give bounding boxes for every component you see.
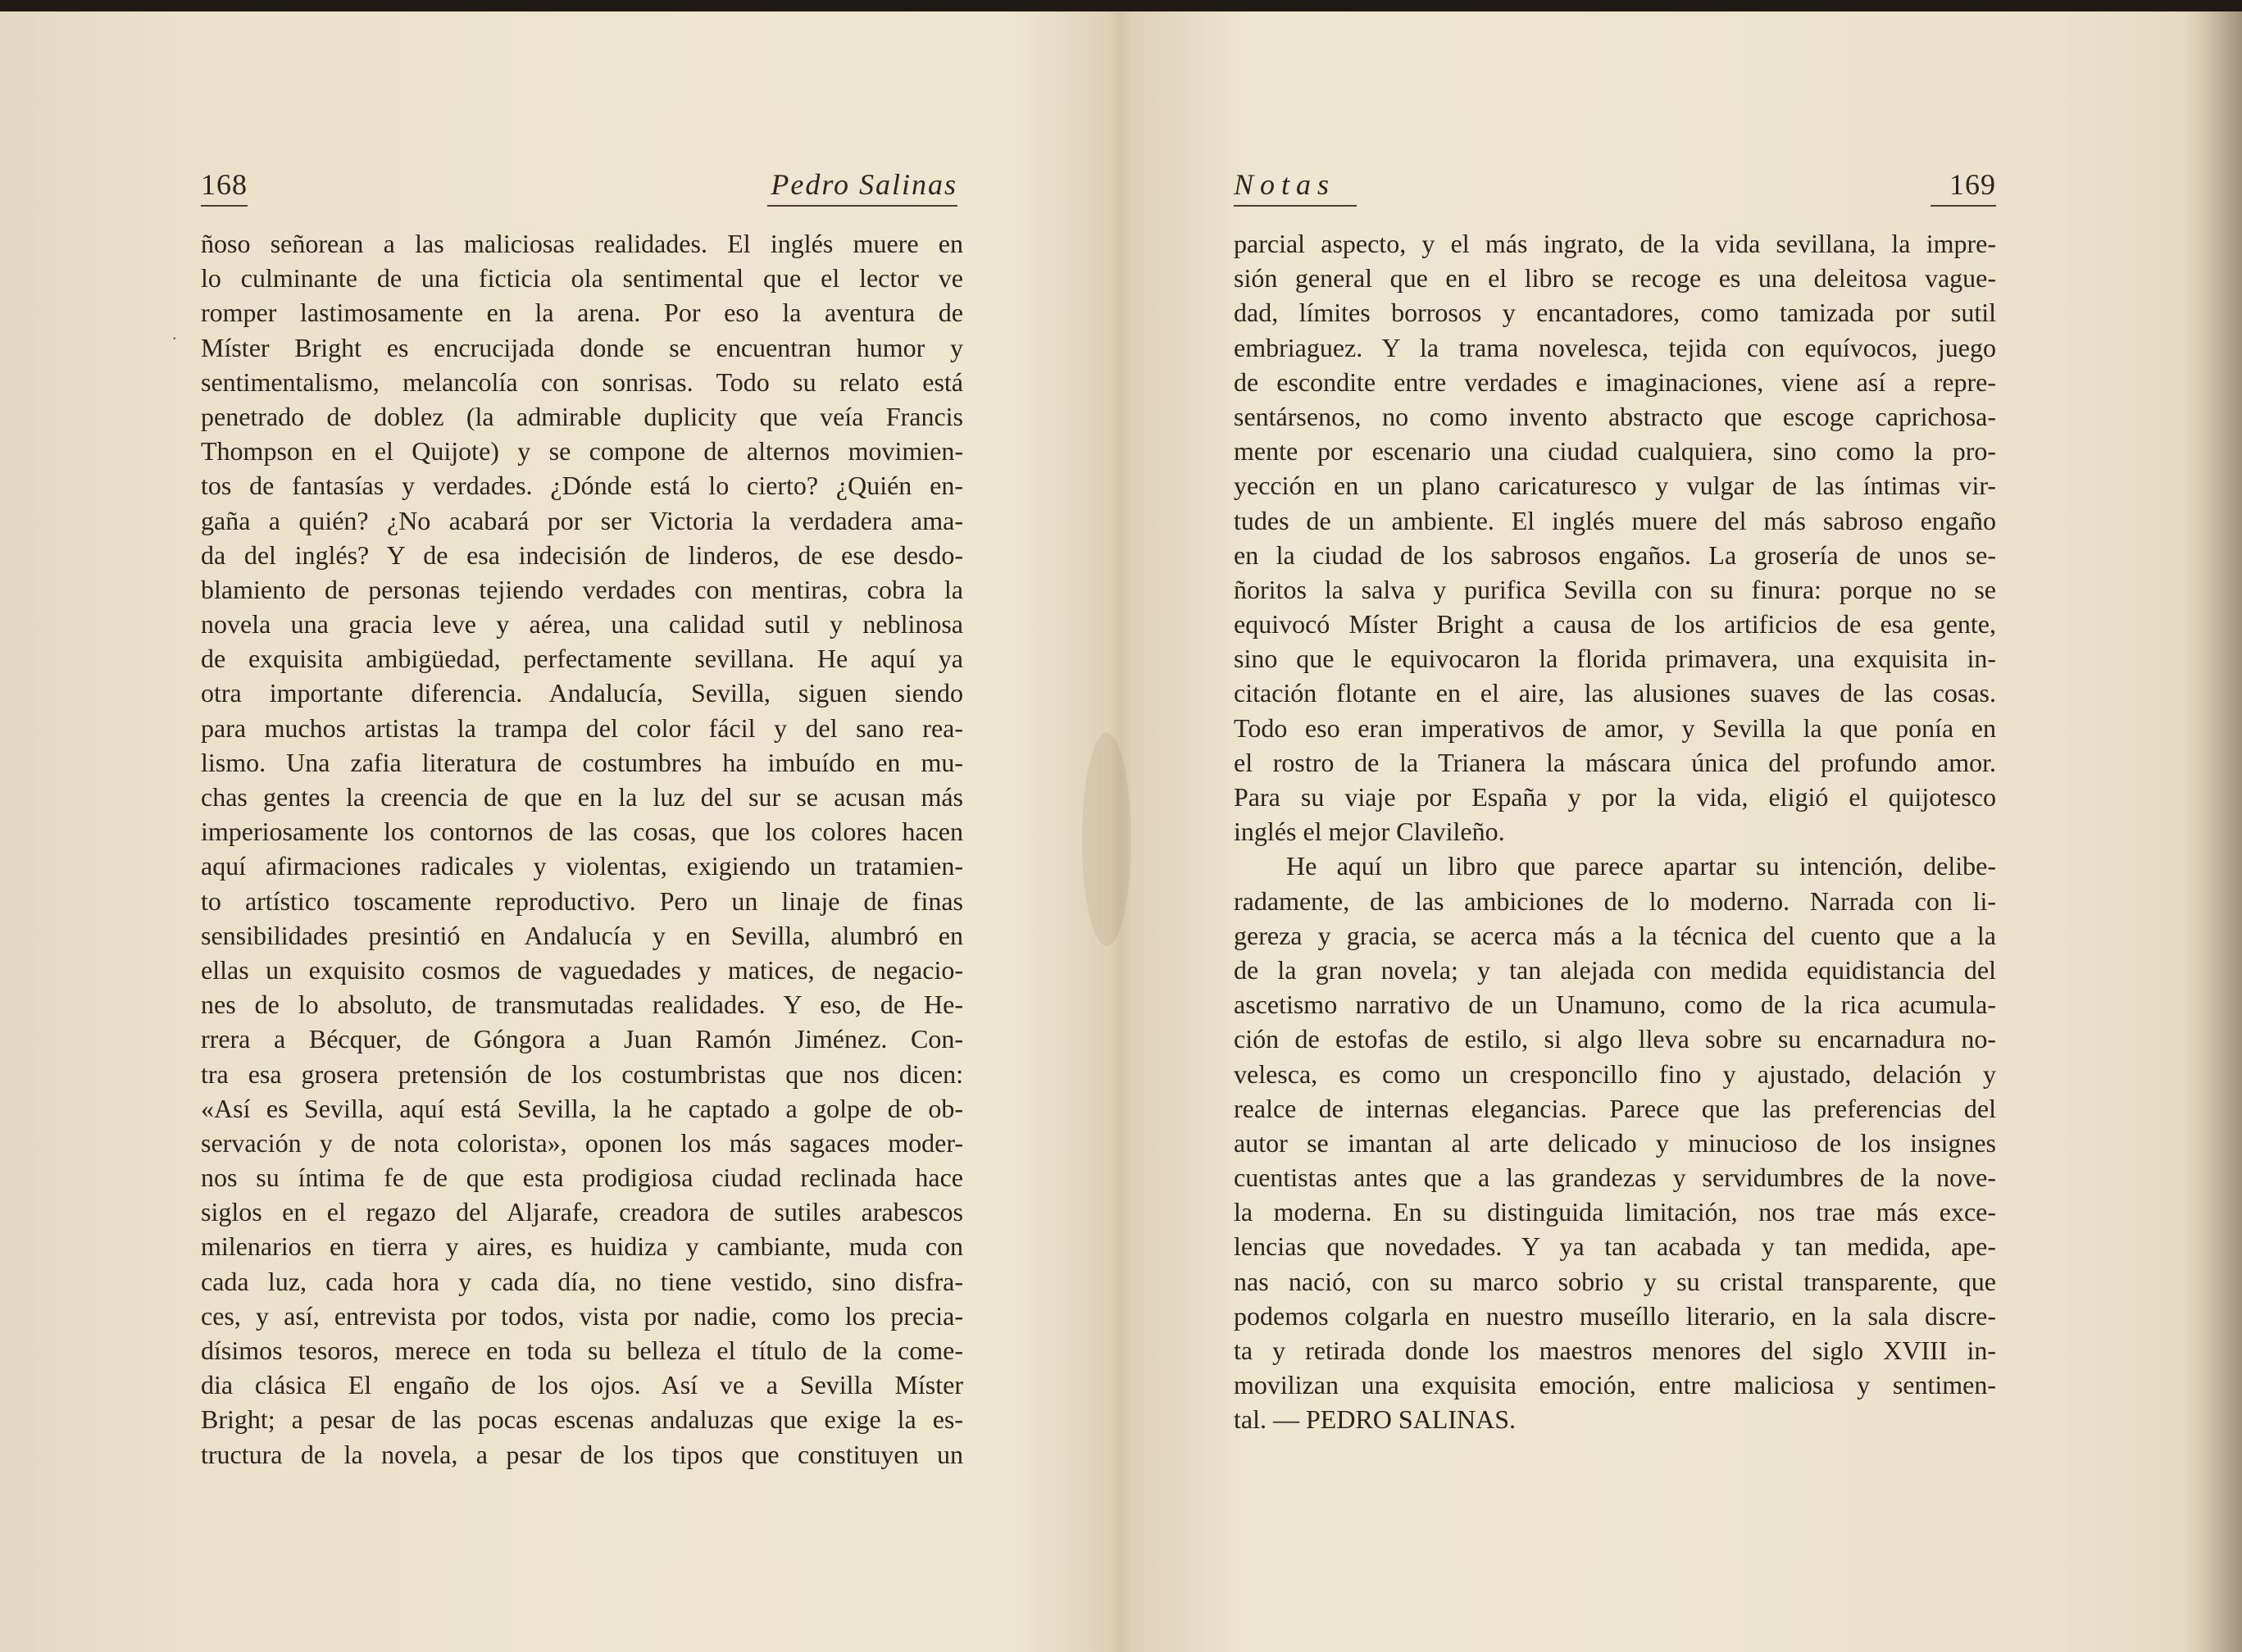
text-line: sensibilidades presintió en Andalucía y en Sevilla, alumbró en: [201, 920, 963, 950]
text-line: imperiosamente los contornos de las cosas, que los colores hacen: [201, 817, 963, 847]
text-line: siglos en el regazo del Aljarafe, creadora de sutiles arabescos: [201, 1197, 963, 1227]
text-line: ces, y así, entrevista por todos, vista por nadie, como los precia-: [201, 1300, 963, 1331]
text-line: otra importante diferencia. Andalucía, Sevilla, siguen siendo: [201, 678, 963, 708]
text-line: ción de estofas de estilo, si algo lleva sobre su encarnadura no-: [1234, 1024, 1996, 1054]
text-line: lencias que novedades. Y ya tan acabada y tan medida, ape-: [1234, 1231, 1996, 1262]
text-line: gaña a quién? ¿No acabará por ser Victoria la verdadera ama-: [201, 505, 963, 535]
text-line: autor se imantan al arte delicado y minucioso de los insignes: [1234, 1127, 1996, 1158]
text-line: sentimentalismo, melancolía con sonrisas. Todo su relato está: [201, 366, 963, 397]
text-line: cada luz, cada hora y cada día, no tiene vestido, sino disfra-: [201, 1266, 963, 1296]
text-line: equivocó Míster Bright a causa de los artificios de esa gente,: [1234, 609, 1996, 639]
text-line: Míster Bright es encrucijada donde se encuentran humor y: [201, 332, 963, 362]
text-line: yección en un plano caricaturesco y vulgar de las íntimas vir-: [1234, 471, 1996, 501]
text-line: Para su viaje por España y por la vida, eligió el quijotesco: [1234, 782, 1996, 812]
text-line: mente por escenario una ciudad cualquiera, sino como la pro-: [1234, 436, 1996, 466]
text-line: de la gran novela; y tan alejada con medida equidistancia del: [1234, 954, 1996, 985]
text-line: tra esa grosera pretensión de los costumbristas que nos dicen:: [201, 1058, 963, 1089]
text-line: movilizan una exquisita emoción, entre maliciosa y sentimen-: [1234, 1370, 1996, 1400]
text-line: Todo eso eran imperativos de amor, y Sevilla la que ponía en: [1234, 712, 1996, 743]
left-page-body: [201, 226, 963, 1472]
text-line: realce de internas elegancias. Parece que las preferencias del: [1234, 1093, 1996, 1123]
page-number: 168: [201, 167, 248, 207]
text-line: tudes de un ambiente. El inglés muere del más sabroso engaño: [1234, 505, 1996, 535]
text-line: ñoritos la salva y purifica Sevilla con su finura: porque no se: [1234, 574, 1996, 604]
text-line: Bright; a pesar de las pocas escenas andaluzas que exige la es-: [201, 1404, 963, 1435]
text-line: citación flotante en el aire, las alusiones suaves de las cosas.: [1234, 678, 1996, 708]
text-line: dad, límites borrosos y encantadores, como tamizada por sutil: [1234, 298, 1996, 328]
running-head: Notas: [1234, 167, 1357, 207]
text-line: servación y de nota colorista», oponen los más sagaces moder-: [201, 1127, 963, 1158]
text-line: gereza y gracia, se acerca más a la técnica del cuento que a la: [1234, 920, 1996, 950]
text-line: en la ciudad de los sabrosos engaños. La grosería de unos se-: [1234, 539, 1996, 570]
text-line: tructura de la novela, a pesar de los tipos que constituyen un: [201, 1439, 963, 1469]
text-line: nes de lo absoluto, de transmutadas realidades. Y eso, de He-: [201, 990, 963, 1020]
text-line: parcial aspecto, y el más ingrato, de la vida sevillana, la impre-: [1234, 229, 1996, 258]
text-line: sino que le equivocaron la florida primavera, una exquisita in-: [1234, 644, 1996, 674]
text-line: el rostro de la Trianera la máscara única del profundo amor.: [1234, 747, 1996, 777]
text-line: radamente, de las ambiciones de lo moderno. Narrada con li-: [1234, 885, 1996, 916]
text-line: dia clásica El engaño de los ojos. Así ve a Sevilla Míster: [201, 1370, 963, 1400]
text-line: cuentistas antes que a las grandezas y servidumbres de la nove-: [1234, 1163, 1996, 1193]
text-line: Thompson en el Quijote) y se compone de alternos movimien-: [201, 436, 963, 466]
page-edge-shadow: [2185, 11, 2242, 1652]
right-page: [1111, 11, 2185, 1652]
text-line: la moderna. En su distinguida limitación, nos trae más exce-: [1234, 1197, 1996, 1227]
book-spread: [0, 11, 2242, 1652]
text-line: para muchos artistas la trampa del color fácil y del sano rea-: [201, 712, 963, 743]
text-line: lo culminante de una ficticia ola sentimental que el lector ve: [201, 263, 963, 294]
text-line: chas gentes la creencia de que en la luz del sur se acusan más: [201, 782, 963, 812]
text-line: da del inglés? Y de esa indecisión de linderos, de ese desdo-: [201, 539, 963, 570]
text-line: ñoso señorean a las maliciosas realidades. El inglés muere en: [201, 229, 963, 258]
text-line: inglés el mejor Clavileño.: [1234, 817, 1505, 847]
text-line: tos de fantasías y verdades. ¿Dónde está lo cierto? ¿Quién en-: [201, 471, 963, 501]
text-line: sentársenos, no como invento abstracto que escoge caprichosa-: [1234, 401, 1996, 431]
text-line: ta y retirada donde los maestros menores del siglo XVIII in-: [1234, 1336, 1996, 1365]
margin-mark: .: [172, 323, 177, 344]
text-line: penetrado de doblez (la admirable duplicity que veía Francis: [201, 401, 963, 431]
text-line: sión general que en el libro se recoge es una deleitosa vague-: [1234, 263, 1996, 294]
text-line: romper lastimosamente en la arena. Por eso la aventura de: [201, 298, 963, 328]
running-head: Pedro Salinas: [767, 167, 957, 207]
text-line: dísimos tesoros, merece en toda su belleza el título de la come-: [201, 1336, 963, 1365]
text-line: velesca, es como un cresponcillo fino y ajustado, delación y: [1234, 1058, 1996, 1089]
left-page: [0, 11, 1111, 1652]
text-line: ascetismo narrativo de un Unamuno, como de la rica acumula-: [1234, 990, 1996, 1020]
text-line: aquí afirmaciones radicales y violentas, exigiendo un tratamien-: [201, 851, 963, 881]
text-line: de escondite entre verdades e imaginaciones, viene así a repre-: [1234, 366, 1996, 397]
text-line: novela una gracia leve y aérea, una calidad sutil y neblinosa: [201, 609, 963, 639]
text-line: embriaguez. Y la trama novelesca, tejida con equívocos, juego: [1234, 332, 1996, 362]
right-page-body: [1234, 226, 1996, 1437]
text-line: podemos colgarla en nuestro museíllo literario, en la sala discre-: [1234, 1300, 1996, 1331]
text-line: nos su íntima fe de que esta prodigiosa ciudad reclinada hace: [201, 1163, 963, 1193]
text-line: lismo. Una zafia literatura de costumbres ha imbuído en mu-: [201, 747, 963, 777]
text-line: He aquí un libro que parece apartar su intención, delibe-: [1286, 851, 1996, 881]
text-line: milenarios en tierra y aires, es huidiza y cambiante, muda con: [201, 1231, 963, 1262]
text-line: to artístico toscamente reproductivo. Pero un linaje de finas: [201, 885, 963, 916]
text-line: blamiento de personas tejiendo verdades con mentiras, cobra la: [201, 574, 963, 604]
text-line: rrera a Bécquer, de Góngora a Juan Ramón Jiménez. Con-: [201, 1024, 963, 1054]
text-line: «Así es Sevilla, aquí está Sevilla, la he captado a golpe de ob-: [201, 1093, 963, 1123]
page-number: 169: [1930, 167, 1996, 207]
text-line: de exquisita ambigüedad, perfectamente sevillana. He aquí ya: [201, 644, 963, 674]
text-line: nas nació, con su marco sobrio y su cristal transparente, que: [1234, 1266, 1996, 1296]
text-line: tal. — PEDRO SALINAS.: [1234, 1404, 1517, 1435]
text-line: ellas un exquisito cosmos de vaguedades y matices, de negacio-: [201, 954, 963, 985]
